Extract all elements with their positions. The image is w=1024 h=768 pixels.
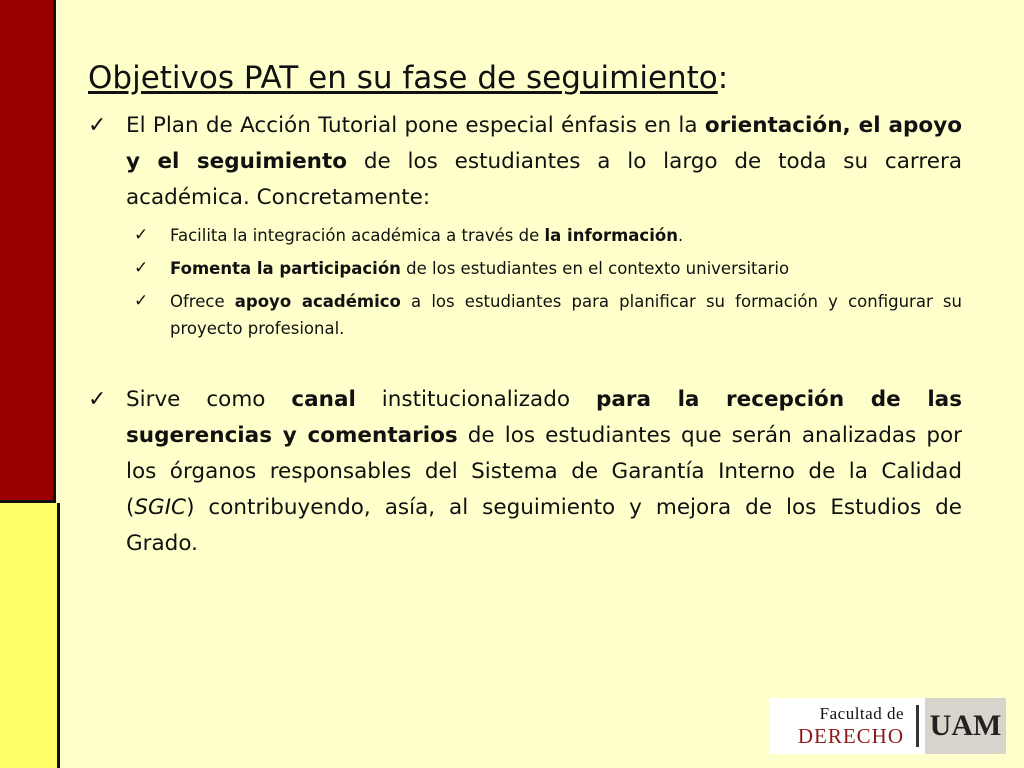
subbullet-integracion	[134, 222, 962, 249]
slide-content	[88, 60, 962, 562]
sidebar-yellow-bar	[0, 503, 60, 768]
logo-line2: DERECHO	[797, 724, 904, 748]
subbullet-apoyo	[134, 288, 962, 342]
bullet-bold: canal	[291, 387, 356, 412]
check-icon: ✓	[88, 387, 107, 412]
slide-title-colon: :	[717, 60, 729, 96]
subbullet-bold: la información	[544, 226, 678, 245]
bullet-text: El Plan de Acción Tutorial pone especial énfasis en la	[126, 113, 705, 138]
subbullet-bold: Fomenta la participación	[170, 259, 401, 278]
bullet-italic: SGIC	[134, 495, 187, 520]
bullet-text: Sirve como	[126, 387, 292, 412]
subbullet-text: Facilita la integración académica a través de	[170, 226, 545, 245]
bullet-text: ) contribuyendo, asía, al seguimiento y mejora de los Estudios de Grado.	[126, 495, 962, 556]
logo-line1: Facultad de	[819, 704, 904, 723]
check-icon: ✓	[88, 113, 107, 138]
bullet-text: de los estudiantes a lo largo de toda su carrera académica. Concretamente:	[126, 149, 963, 210]
check-icon: ✓	[134, 258, 149, 278]
slide-title	[88, 60, 962, 96]
logo-text-block	[770, 698, 910, 754]
check-icon: ✓	[134, 225, 149, 245]
sidebar-dark-red-bar	[0, 0, 56, 503]
subbullet-text: .	[677, 226, 684, 245]
faculty-logo	[770, 698, 1006, 754]
bullet-plan-accion	[88, 108, 962, 216]
subbullet-text: de los estudiantes en el contexto universitario	[400, 259, 790, 278]
subbullet-text: Ofrece	[170, 292, 235, 311]
bullet-bold: para la recepción de las sugerencias y comentarios	[126, 387, 962, 448]
subbullet-text: a los estudiantes para planificar su formación y configurar su proyecto profesional.	[170, 292, 962, 338]
bullet-text: de los estudiantes que serán analizadas por los órganos responsables del Sistema de Garantía Interno de la Calidad (	[126, 423, 962, 520]
subbullet-bold: apoyo académico	[234, 292, 401, 311]
uam-logo-text: UAM	[929, 709, 1002, 742]
check-icon: ✓	[134, 291, 149, 311]
bullet-canal	[88, 382, 962, 562]
slide-title-text: Objetivos PAT en su fase de seguimiento	[88, 60, 718, 96]
logo-divider	[916, 705, 919, 747]
subbullet-participacion	[134, 255, 962, 282]
bullet-bold: orientación, el apoyo y el seguimiento	[126, 113, 962, 174]
bullet-text: institucionalizado	[355, 387, 596, 412]
uam-logo-icon	[925, 698, 1006, 754]
